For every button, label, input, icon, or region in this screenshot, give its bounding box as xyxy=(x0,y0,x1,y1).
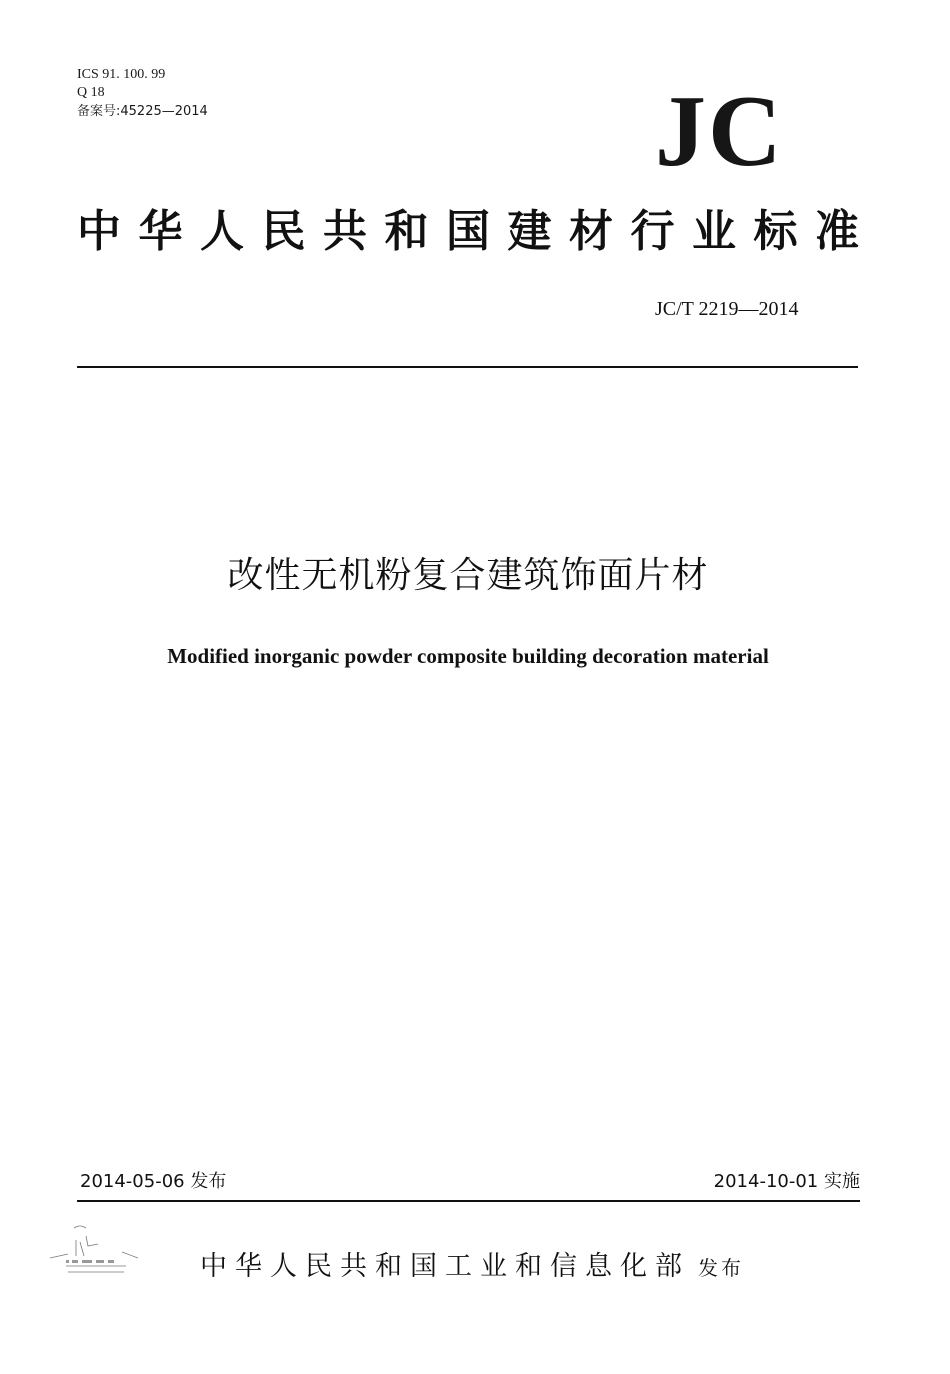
standard-heading-char: 国 xyxy=(446,206,492,257)
classification-code: Q 18 xyxy=(77,85,105,100)
ics-code: ICS 91. 100. 99 xyxy=(77,67,166,82)
standard-heading-char: 民 xyxy=(261,206,308,257)
bottom-divider xyxy=(77,1200,860,1202)
standard-heading-char: 业 xyxy=(692,206,738,257)
standard-heading-char: 华 xyxy=(138,206,185,257)
publisher-suffix: 发布 xyxy=(698,1256,744,1280)
top-divider xyxy=(77,366,858,368)
standard-heading xyxy=(77,204,861,260)
standard-heading-char: 准 xyxy=(815,206,861,257)
record-number: 备案号:45225—2014 xyxy=(77,104,208,119)
effective-date: 2014-10-01 实施 xyxy=(713,1171,860,1192)
standard-heading-char: 和 xyxy=(384,206,431,257)
standard-heading-char: 人 xyxy=(200,206,246,257)
document-title-zh: 改性无机粉复合建筑饰面片材 xyxy=(227,555,709,596)
standard-heading-char: 行 xyxy=(630,206,677,257)
issue-date: 2014-05-06 发布 xyxy=(80,1171,227,1192)
jc-logo: JC xyxy=(655,75,784,188)
standard-number: JC/T 2219—2014 xyxy=(655,298,799,320)
standard-heading-char: 中 xyxy=(77,206,123,257)
standard-heading-char: 建 xyxy=(507,206,554,257)
standard-heading-char: 材 xyxy=(569,206,615,257)
document-title-en: Modified inorganic powder composite building decoration material xyxy=(167,644,769,668)
standard-heading-char: 共 xyxy=(323,206,369,257)
standard-heading-char: 标 xyxy=(753,206,800,257)
publisher-name: 中华人民共和国工业和信息化部 xyxy=(200,1251,690,1282)
publisher-stamp-icon xyxy=(46,1222,146,1282)
